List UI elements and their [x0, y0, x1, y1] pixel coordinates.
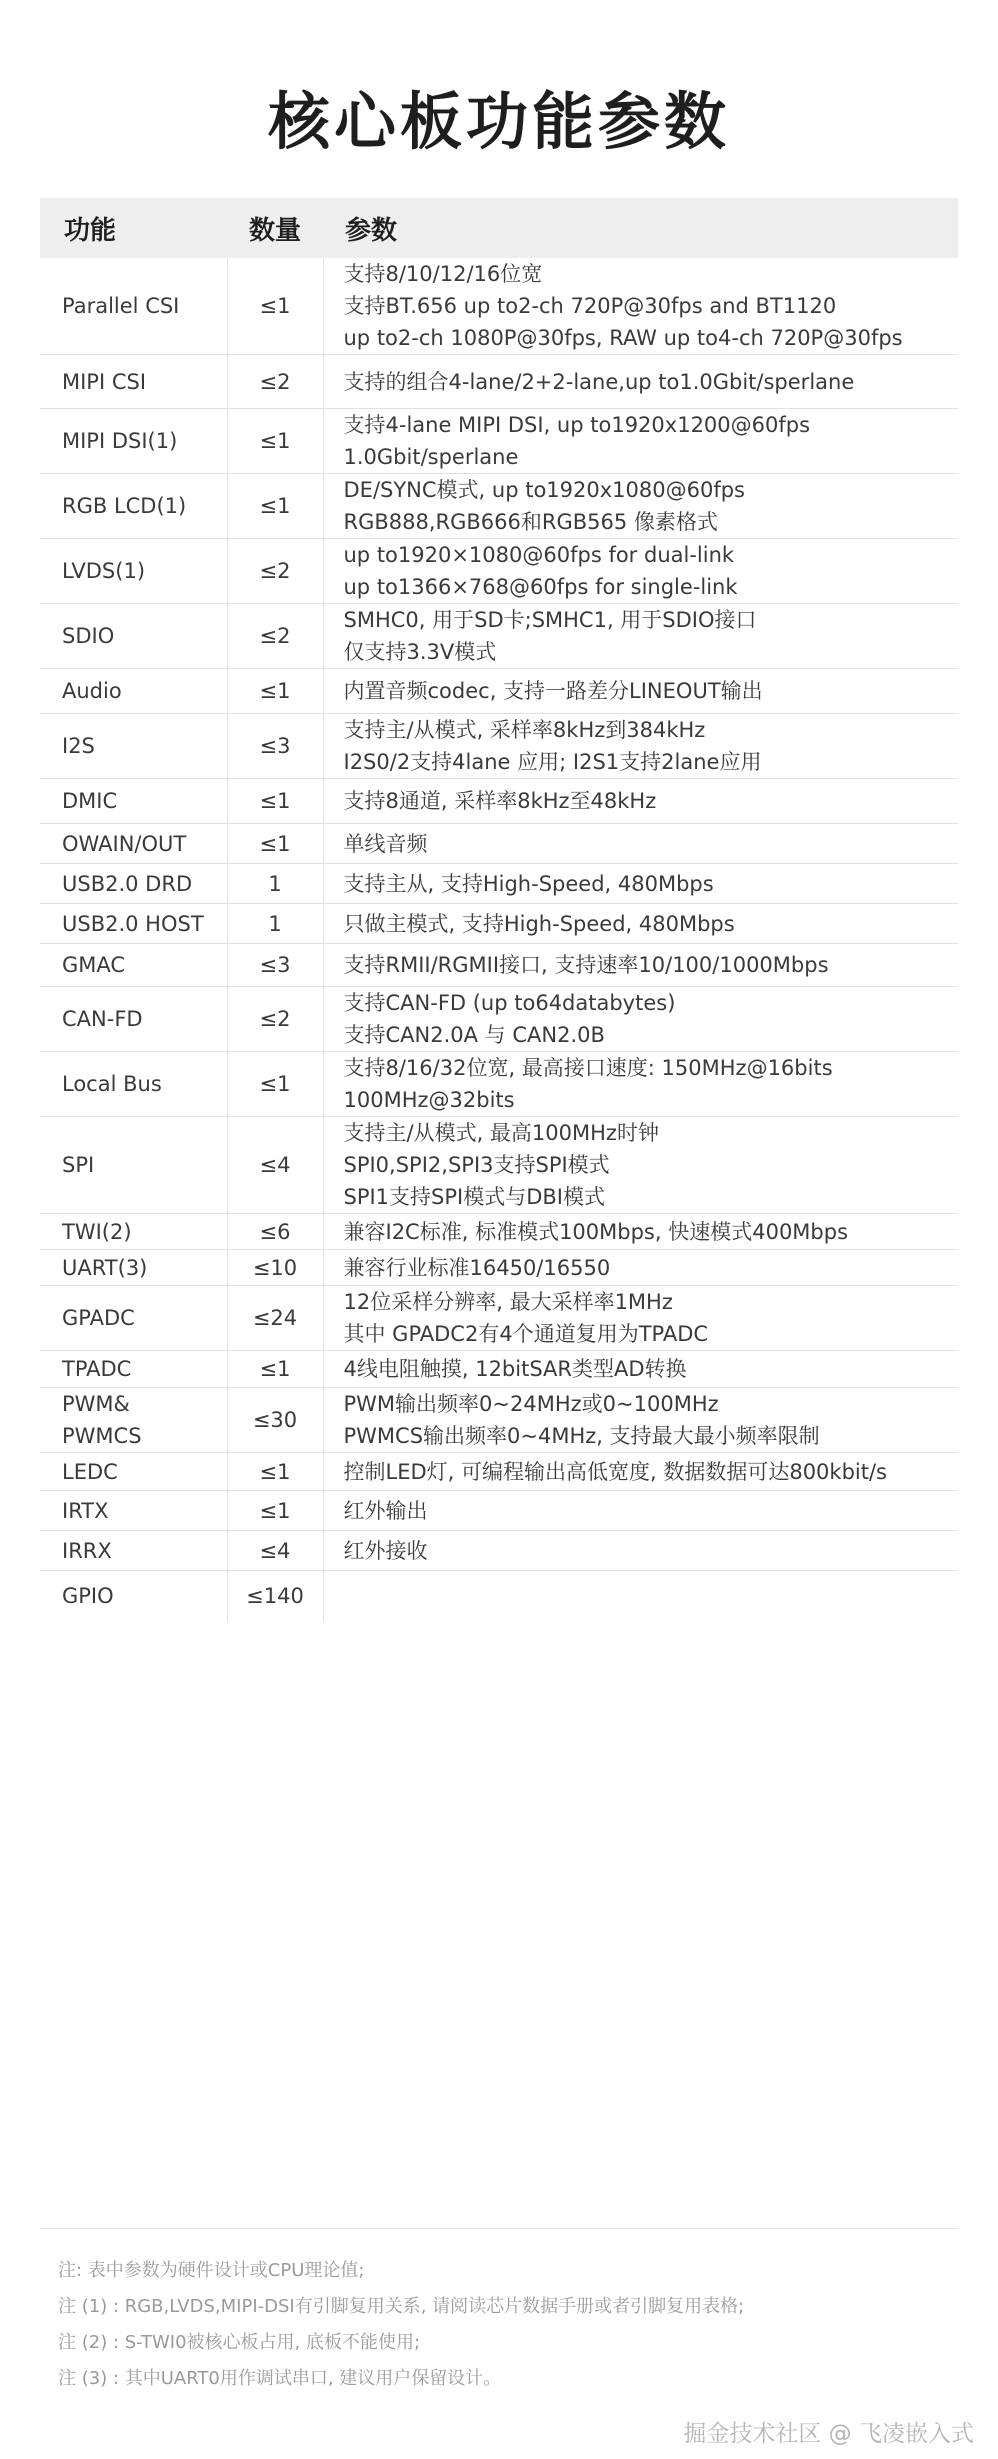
cell-function: CAN-FD: [40, 987, 227, 1052]
cell-function: SPI: [40, 1117, 227, 1214]
cell-function: UART(3): [40, 1250, 227, 1286]
cell-params: [323, 1491, 958, 1531]
param-line: 支持RMII/RGMII接口, 支持速率10/100/1000Mbps: [343, 953, 829, 977]
table-row: [40, 1388, 958, 1453]
param-line: 支持8/16/32位宽, 最高接口速度: 150MHz@16bits: [343, 1056, 833, 1080]
cell-quantity: ≤1: [227, 474, 323, 539]
param-line: RGB888,RGB666和RGB565 像素格式: [343, 510, 718, 534]
cell-quantity: ≤6: [227, 1214, 323, 1250]
param-line: 支持CAN-FD (up to64databytes): [343, 991, 676, 1015]
notes: [58, 2253, 958, 2397]
watermark: 掘金技术社区 @ 飞凌嵌入式: [683, 2421, 974, 2447]
cell-params: [323, 944, 958, 987]
param-line: I2S0/2支持4lane 应用; I2S1支持2lane应用: [343, 750, 762, 774]
table-row: [40, 1491, 958, 1531]
cell-function: IRTX: [40, 1491, 227, 1531]
param-line: 支持主从, 支持High-Speed, 480Mbps: [343, 871, 714, 896]
cell-function: Parallel CSI: [40, 258, 227, 355]
cell-function: I2S: [40, 714, 227, 779]
page-title: 核心板功能参数: [267, 85, 730, 158]
table-row: [40, 409, 958, 474]
param-line: 100MHz@32bits: [343, 1088, 515, 1112]
cell-function: Local Bus: [40, 1052, 227, 1117]
param-line: 仅支持3.3V模式: [343, 640, 497, 664]
cell-function: MIPI DSI(1): [40, 409, 227, 474]
header-function: 功能: [40, 198, 227, 258]
cell-function: GMAC: [40, 944, 227, 987]
cell-function: PWM& PWMCS: [40, 1388, 227, 1453]
cell-params: [323, 409, 958, 474]
cell-params: [323, 258, 958, 355]
param-line: SPI0,SPI2,SPI3支持SPI模式: [343, 1153, 610, 1177]
param-line: 支持CAN2.0A 与 CAN2.0B: [343, 1023, 605, 1047]
spec-table: [40, 198, 958, 1621]
cell-quantity: ≤2: [227, 355, 323, 409]
param-line: SMHC0, 用于SD卡;SMHC1, 用于SDIO接口: [343, 608, 757, 632]
cell-function: IRRX: [40, 1531, 227, 1571]
cell-quantity: ≤30: [227, 1388, 323, 1453]
table-row: [40, 1531, 958, 1571]
cell-params: [323, 474, 958, 539]
cell-quantity: 1: [227, 864, 323, 904]
cell-quantity: ≤1: [227, 824, 323, 864]
cell-quantity: ≤1: [227, 409, 323, 474]
cell-params: [323, 1531, 958, 1571]
table-row: [40, 987, 958, 1052]
cell-quantity: ≤1: [227, 1491, 323, 1531]
cell-quantity: ≤1: [227, 669, 323, 714]
table-row: [40, 779, 958, 824]
cell-params: [323, 864, 958, 904]
cell-quantity: ≤3: [227, 714, 323, 779]
param-line: up to1366×768@60fps for single-link: [343, 575, 738, 599]
cell-quantity: ≤1: [227, 258, 323, 355]
param-line: DE/SYNC模式, up to1920x1080@60fps: [343, 478, 745, 502]
param-line: 兼容行业标准16450/16550: [343, 1255, 611, 1280]
cell-params: [323, 1351, 958, 1388]
table-row: [40, 1250, 958, 1286]
note-line: 注 (3) : 其中UART0用作调试串口, 建议用户保留设计。: [58, 2368, 502, 2389]
cell-params: [323, 904, 958, 944]
cell-quantity: ≤10: [227, 1250, 323, 1286]
param-line: 支持4-lane MIPI DSI, up to1920x1200@60fps: [343, 413, 811, 437]
param-line: 支持的组合4-lane/2+2-lane,up to1.0Gbit/sperlane: [343, 369, 855, 394]
table-row: [40, 604, 958, 669]
note-line: 注 (1) : RGB,LVDS,MIPI-DSI有引脚复用关系, 请阅读芯片数据手册或者引脚复用表格;: [58, 2296, 745, 2317]
table-bottom-rule: [40, 2228, 958, 2229]
header-quantity: 数量: [227, 198, 323, 258]
table-header-row: [40, 198, 958, 258]
table-row: [40, 1052, 958, 1117]
cell-function: LVDS(1): [40, 539, 227, 604]
cell-quantity: ≤2: [227, 604, 323, 669]
cell-params: [323, 1453, 958, 1491]
cell-quantity: ≤1: [227, 1351, 323, 1388]
table-row: [40, 944, 958, 987]
table-row: [40, 824, 958, 864]
cell-quantity: ≤24: [227, 1286, 323, 1351]
cell-quantity: ≤1: [227, 779, 323, 824]
cell-quantity: ≤2: [227, 539, 323, 604]
param-line: 其中 GPADC2有4个通道复用为TPADC: [343, 1322, 709, 1346]
param-line: 12位采样分辨率, 最大采样率1MHz: [343, 1290, 673, 1314]
param-line: 支持主/从模式, 采样率8kHz到384kHz: [343, 718, 706, 742]
cell-function: GPADC: [40, 1286, 227, 1351]
cell-params: [323, 604, 958, 669]
table-row: [40, 474, 958, 539]
cell-params: [323, 669, 958, 714]
param-line: 4线电阻触摸, 12bitSAR类型AD转换: [343, 1357, 687, 1381]
cell-function: LEDC: [40, 1453, 227, 1491]
param-line: 红外接收: [343, 1538, 428, 1563]
cell-params: [323, 1286, 958, 1351]
cell-params: [323, 539, 958, 604]
table-row: [40, 1453, 958, 1491]
param-line: 只做主模式, 支持High-Speed, 480Mbps: [343, 911, 735, 936]
cell-function: USB2.0 HOST: [40, 904, 227, 944]
table-row: [40, 539, 958, 604]
param-line: 兼容I2C标准, 标准模式100Mbps, 快速模式400Mbps: [343, 1219, 849, 1244]
cell-params: [323, 1388, 958, 1453]
param-line: SPI1支持SPI模式与DBI模式: [343, 1185, 606, 1209]
cell-function: Audio: [40, 669, 227, 714]
param-line: PWM输出频率0~24MHz或0~100MHz: [343, 1392, 719, 1416]
cell-function: TWI(2): [40, 1214, 227, 1250]
cell-quantity: ≤2: [227, 987, 323, 1052]
param-line: 支持主/从模式, 最高100MHz时钟: [343, 1121, 659, 1145]
table-row: [40, 864, 958, 904]
cell-params: [323, 1250, 958, 1286]
cell-quantity: ≤3: [227, 944, 323, 987]
table-row: [40, 669, 958, 714]
cell-function: OWAIN/OUT: [40, 824, 227, 864]
cell-quantity: ≤140: [227, 1571, 323, 1621]
table-row: [40, 1571, 958, 1621]
cell-quantity: ≤1: [227, 1453, 323, 1491]
cell-quantity: ≤4: [227, 1117, 323, 1214]
cell-quantity: ≤4: [227, 1531, 323, 1571]
table-row: [40, 1214, 958, 1250]
table-row: [40, 355, 958, 409]
param-line: 内置音频codec, 支持一路差分LINEOUT输出: [343, 679, 763, 703]
cell-quantity: ≤1: [227, 1052, 323, 1117]
table-row: [40, 904, 958, 944]
param-line: 单线音频: [343, 831, 428, 856]
cell-function: RGB LCD(1): [40, 474, 227, 539]
param-line: 支持8通道, 采样率8kHz至48kHz: [343, 789, 657, 813]
cell-params: [323, 1117, 958, 1214]
param-line: 支持8/10/12/16位宽: [343, 262, 543, 286]
param-line: 红外输出: [343, 1498, 428, 1523]
table-row: [40, 258, 958, 355]
cell-params: [323, 355, 958, 409]
cell-params: [323, 1571, 958, 1621]
cell-function: USB2.0 DRD: [40, 864, 227, 904]
cell-function: TPADC: [40, 1351, 227, 1388]
cell-params: [323, 1214, 958, 1250]
cell-quantity: 1: [227, 904, 323, 944]
cell-params: [323, 779, 958, 824]
param-line: 控制LED灯, 可编程输出高低宽度, 数据数据可达800kbit/s: [343, 1459, 887, 1484]
param-line: 1.0Gbit/sperlane: [343, 445, 519, 469]
param-line: up to2-ch 1080P@30fps, RAW up to4-ch 720P@30fps: [343, 326, 903, 350]
table-row: [40, 1117, 958, 1214]
cell-function: MIPI CSI: [40, 355, 227, 409]
cell-params: [323, 824, 958, 864]
table-row: [40, 714, 958, 779]
cell-params: [323, 714, 958, 779]
cell-function: SDIO: [40, 604, 227, 669]
cell-function: DMIC: [40, 779, 227, 824]
param-line: PWMCS输出频率0~4MHz, 支持最大最小频率限制: [343, 1424, 820, 1448]
param-line: 支持BT.656 up to2-ch 720P@30fps and BT1120: [343, 294, 837, 318]
header-params: 参数: [323, 198, 958, 258]
table-row: [40, 1286, 958, 1351]
note-line: 注 (2) : S-TWI0被核心板占用, 底板不能使用;: [58, 2332, 421, 2353]
note-line: 注: 表中参数为硬件设计或CPU理论值;: [58, 2260, 365, 2281]
cell-function: GPIO: [62, 1583, 114, 1608]
cell-params: [323, 1052, 958, 1117]
table-row: [40, 1351, 958, 1388]
param-line: up to1920×1080@60fps for dual-link: [343, 543, 735, 567]
cell-params: [323, 987, 958, 1052]
